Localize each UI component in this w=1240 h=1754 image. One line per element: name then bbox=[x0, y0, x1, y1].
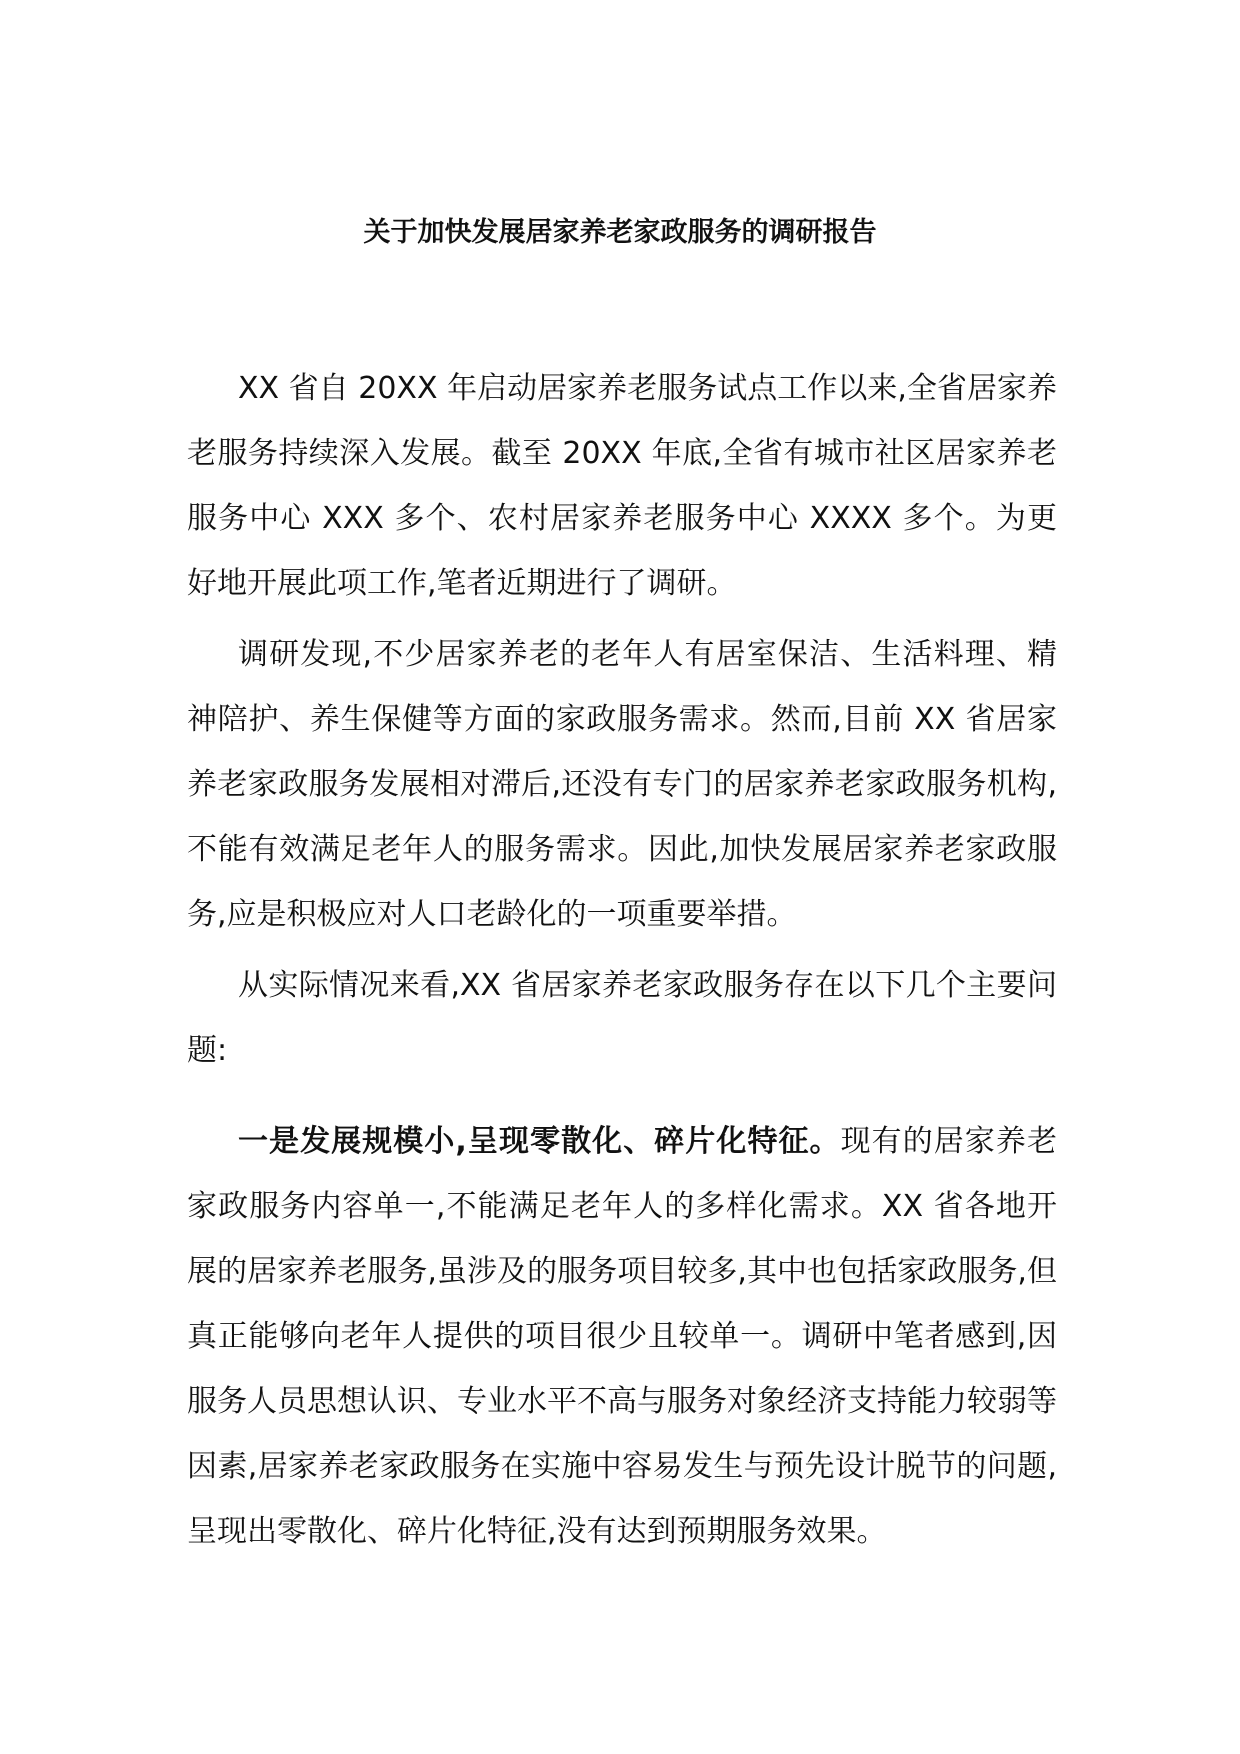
document-title: 关于加快发展居家养老家政服务的调研报告 bbox=[363, 217, 877, 248]
problem-one-text: 现有的居家养老家政服务内容单一,不能满足老年人的多样化需求。XX 省各地开展的居家养老服务,虽涉及的服务项目较多,其中也包括家政服务,但真正能够向老年人提供的项目很少且较单一。调研中笔者感到,因服务人员思想认识、专业水平不高与服务对象经济支持能力较弱等因素,居家养老家政服务在实施中容易发生与预先设计脱节的问题,呈现出零散化、碎片化特征,没有达到预期服务效果。 bbox=[187, 1124, 1057, 1549]
paragraph-problems-intro: 从实际情况来看,XX 省居家养老家政服务存在以下几个主要问题: bbox=[187, 968, 1057, 1068]
paragraph-problem-one bbox=[187, 1109, 1057, 1564]
problem-one-heading: 一是发展规模小,呈现零散化、碎片化特征。 bbox=[238, 1124, 841, 1159]
paragraph-intro: XX 省自 20XX 年启动居家养老服务试点工作以来,全省居家养老服务持续深入发展。截至 20XX 年底,全省有城市社区居家养老服务中心 XXX 多个、农村居家养老服务中心 XXXX 多个。为更好地开展此项工作,笔者近期进行了调研。 bbox=[187, 371, 1057, 601]
paragraph-findings: 调研发现,不少居家养老的老年人有居室保洁、生活料理、精神陪护、养生保健等方面的家政服务需求。然而,目前 XX 省居家养老家政服务发展相对滞后,还没有专门的居家养老家政服务机构,不能有效满足老年人的服务需求。因此,加快发展居家养老家政服务,应是积极应对人口老龄化的一项重要举措。 bbox=[187, 637, 1057, 932]
